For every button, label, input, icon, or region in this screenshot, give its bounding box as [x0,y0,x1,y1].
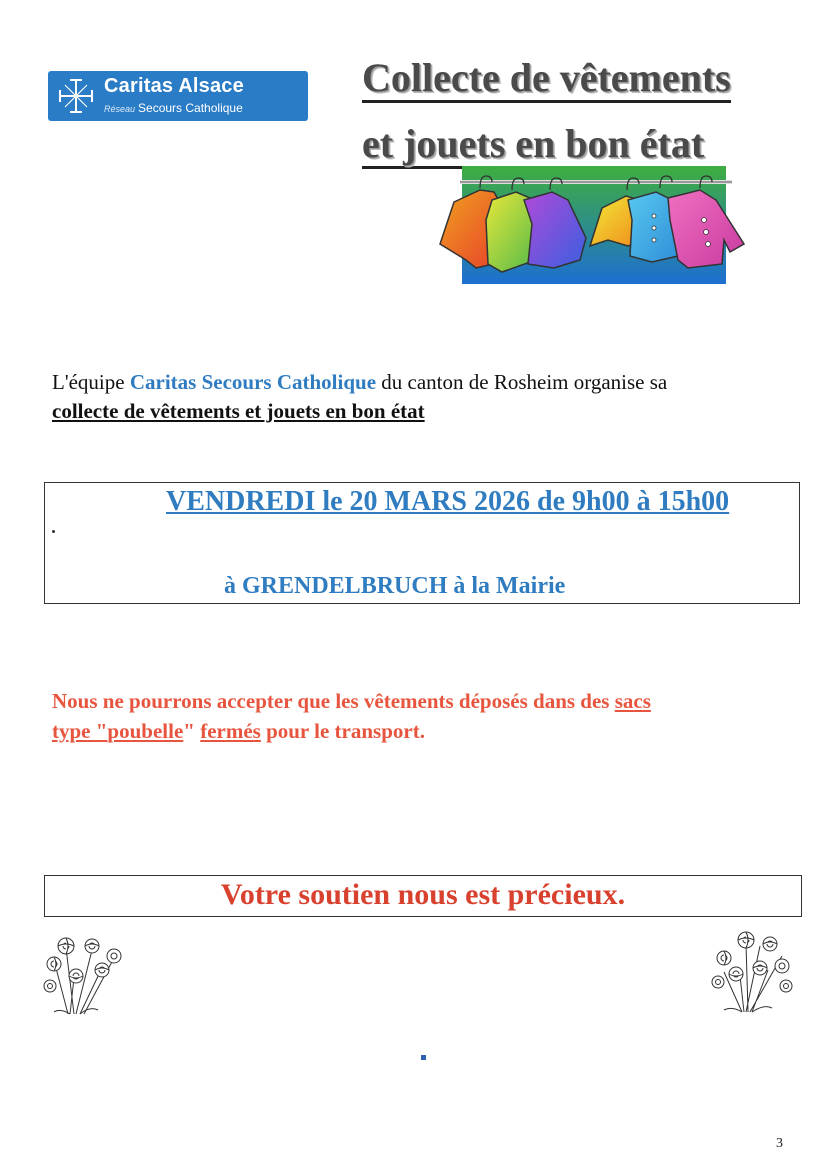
title-line-2: et jouets en bon état [362,123,704,169]
warning-type: type [52,719,91,743]
warning-sacs: sacs [614,689,651,713]
intro-prefix: L'équipe [52,370,130,394]
warning-part-1: Nous ne pourrons accepter que les vêtements déposés dans des [52,689,615,713]
flower-bouquet-icon [40,928,126,1018]
warning-poubelle: poubelle [107,719,184,743]
logo-subtitle [104,101,243,115]
warning-part-2: pour le transport. [260,719,425,743]
warning-fermes: fermés [200,719,261,743]
warning-quote-close: " [183,719,201,743]
logo-reseau: Réseau [104,104,136,114]
collect-description: collecte de vêtements et jouets en bon état [52,399,425,423]
caritas-logo [48,71,308,121]
title-line-1: Collecte de vêtements [362,57,731,103]
organization-name: Caritas Secours Catholique [129,370,377,394]
logo-network: Secours Catholique [138,101,243,115]
warning-notice [52,686,797,746]
intro-middle: du canton de Rosheim organise sa [376,370,668,394]
event-place: à GRENDELBRUCH à la Mairie [224,573,566,599]
intro-paragraph [52,368,812,426]
page-number: 3 [776,1136,783,1151]
stray-dot [52,530,55,533]
clothes-rack-icon [432,160,752,288]
blue-dot [421,1055,426,1060]
event-date: VENDREDI le 20 MARS 2026 de 9h00 à 15h00 [166,486,730,517]
flower-bouquet-icon [706,926,798,1016]
warning-quote-open: " [90,719,108,743]
logo-brand: Caritas Alsace [104,75,244,97]
support-message: Votre soutien nous est précieux. [220,878,626,911]
caritas-cross-icon [56,77,96,115]
